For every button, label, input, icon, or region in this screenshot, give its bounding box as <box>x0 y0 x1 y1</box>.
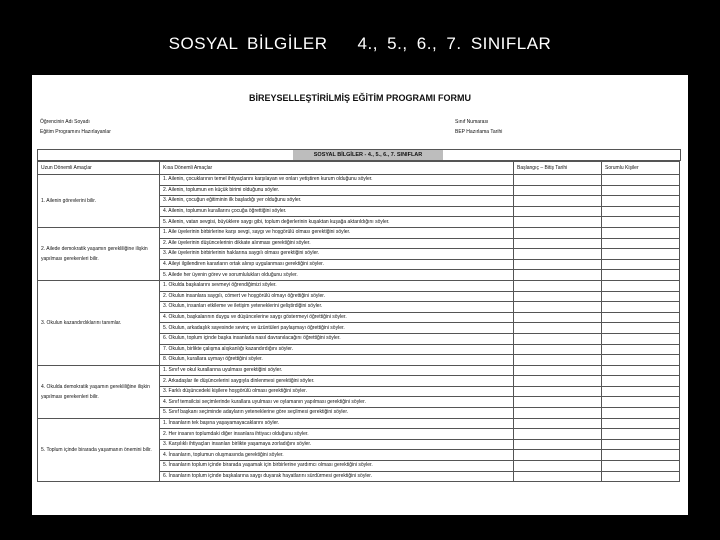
header-start-end: Başlangıç – Bitiş Tarihi <box>514 162 602 175</box>
short-term-goal-cell: 4. Okulun, başkalarının duygu ve düşüncelerine saygı göstermeyi öğrettiğini söyler. <box>160 312 514 323</box>
start-end-date-cell[interactable] <box>514 206 602 217</box>
short-term-goal-cell: 2. Aile üyelerinin düşüncelerinin dikkate alınması gerektiğini söyler. <box>160 238 514 249</box>
short-term-goal-cell: 3. Karşılıklı ihtiyaçları insanları birlikte yaşamaya zorladığını söyler. <box>160 439 514 450</box>
start-end-date-cell[interactable] <box>514 344 602 355</box>
short-term-goal-cell: 5. İnsanların toplum içinde birarada yaşamak için birbirlerine yardımcı olması gerektiğini söyler. <box>160 461 514 472</box>
start-end-date-cell[interactable] <box>514 323 602 334</box>
short-term-goal-cell: 4. Sınıf temsilcisi seçimlerinde kurallara uyulması ve oylamanın yapılması gerektiğini söyler. <box>160 397 514 408</box>
start-end-date-cell[interactable] <box>514 333 602 344</box>
responsible-cell[interactable] <box>602 376 680 387</box>
responsible-cell[interactable] <box>602 386 680 397</box>
start-end-date-cell[interactable] <box>514 302 602 313</box>
table-row <box>38 175 680 186</box>
short-term-goal-cell: 6. Okulun, toplum içinde başka insanlarla nasıl davranılacağını öğrettiğini söyler. <box>160 333 514 344</box>
responsible-cell[interactable] <box>602 185 680 196</box>
responsible-cell[interactable] <box>602 355 680 366</box>
responsible-cell[interactable] <box>602 333 680 344</box>
slide-title <box>0 34 720 54</box>
responsible-cell[interactable] <box>602 344 680 355</box>
long-term-goal-cell: 3. Okulun kazandırdıklarını tanımlar. <box>38 280 160 365</box>
short-term-goal-cell: 3. Aile üyelerinin birbirlerinin haklarına saygılı olması gerektiğini söyler. <box>160 249 514 260</box>
short-term-goal-cell: 2. Her insanın toplumdaki diğer insanlara ihtiyacı olduğunu söyler. <box>160 429 514 440</box>
long-term-goal-cell: 2. Ailede demokratik yaşamın gerekliliğine ilişkin yapılması gerekenleri bilir. <box>38 227 160 280</box>
responsible-cell[interactable] <box>602 196 680 207</box>
short-term-goal-cell: 2. Arkadaşlar ile düşüncelerini saygıyla dinlenmesi gerektiğini söyler. <box>160 376 514 387</box>
short-term-goal-cell: 1. Sınıf ve okul kurallarına uyulması gerektiğini söyler. <box>160 365 514 376</box>
responsible-cell[interactable] <box>602 280 680 291</box>
responsible-cell[interactable] <box>602 365 680 376</box>
header-responsible: Sorumlu Kişiler <box>602 162 680 175</box>
short-term-goal-cell: 1. Aile üyelerinin birbirlerine karşı sevgi, saygı ve hoşgörülü olması gerektiğini söyler. <box>160 227 514 238</box>
start-end-date-cell[interactable] <box>514 471 602 482</box>
short-term-goal-cell: 4. Ailenin, toplumun kurallarını çocuğa öğrettiğini söyler. <box>160 206 514 217</box>
responsible-cell[interactable] <box>602 461 680 472</box>
subject-label: SOSYAL BİLGİLER - 4., 5., 6., 7. SINIFLAR <box>293 150 443 160</box>
table-row <box>38 418 680 429</box>
short-term-goal-cell: 5. Okulun, arkadaşlık sayesinde sevinç ve üzüntüleri paylaşmayı öğrettiğini söyler. <box>160 323 514 334</box>
responsible-cell[interactable] <box>602 238 680 249</box>
table-row <box>38 227 680 238</box>
responsible-cell[interactable] <box>602 408 680 419</box>
form-meta-left <box>40 117 111 137</box>
start-end-date-cell[interactable] <box>514 249 602 260</box>
responsible-cell[interactable] <box>602 312 680 323</box>
start-end-date-cell[interactable] <box>514 386 602 397</box>
short-term-goal-cell: 3. Okulun, insanları etkileme ve iletişim yeteneklerini geliştirdiğini söyler. <box>160 302 514 313</box>
responsible-cell[interactable] <box>602 439 680 450</box>
long-term-goal-cell: 5. Toplum içinde birarada yaşamanın önemini bilir. <box>38 418 160 482</box>
bep-date-label: BEP Hazırlama Tarihi <box>455 129 503 135</box>
short-term-goal-cell: 7. Okulun, birlikte çalışma alışkanlığı kazandırdığını söyler. <box>160 344 514 355</box>
responsible-cell[interactable] <box>602 270 680 281</box>
responsible-cell[interactable] <box>602 450 680 461</box>
short-term-goal-cell: 4. İnsanların, toplumun oluşmasında gerektiğini söyler. <box>160 450 514 461</box>
start-end-date-cell[interactable] <box>514 376 602 387</box>
responsible-cell[interactable] <box>602 323 680 334</box>
responsible-cell[interactable] <box>602 397 680 408</box>
table-row <box>38 365 680 376</box>
responsible-cell[interactable] <box>602 429 680 440</box>
responsible-cell[interactable] <box>602 227 680 238</box>
start-end-date-cell[interactable] <box>514 227 602 238</box>
start-end-date-cell[interactable] <box>514 397 602 408</box>
responsible-cell[interactable] <box>602 175 680 186</box>
start-end-date-cell[interactable] <box>514 270 602 281</box>
responsible-cell[interactable] <box>602 471 680 482</box>
start-end-date-cell[interactable] <box>514 217 602 228</box>
subject-bar <box>37 149 681 161</box>
short-term-goal-cell: 2. Ailenin, toplumun en küçük birimi olduğunu söyler. <box>160 185 514 196</box>
start-end-date-cell[interactable] <box>514 450 602 461</box>
responsible-cell[interactable] <box>602 302 680 313</box>
start-end-date-cell[interactable] <box>514 185 602 196</box>
short-term-goal-cell: 2. Okulun insanlara saygılı, cömert ve hoşgörülü olmayı öğrettiğini söyler. <box>160 291 514 302</box>
long-term-goal-cell: 4. Okulda demokratik yaşamın gerekliliğine ilişkin yapılması gerekenleri bilir. <box>38 365 160 418</box>
long-term-goal-cell: 1. Ailenin görevlerini bilir. <box>38 175 160 228</box>
header-long-term: Uzun Dönemli Amaçlar <box>38 162 160 175</box>
start-end-date-cell[interactable] <box>514 365 602 376</box>
responsible-cell[interactable] <box>602 206 680 217</box>
preparers-label: Eğitim Programını Hazırlayanlar <box>40 129 111 135</box>
start-end-date-cell[interactable] <box>514 175 602 186</box>
header-short-term: Kısa Dönemli Amaçlar <box>160 162 514 175</box>
start-end-date-cell[interactable] <box>514 238 602 249</box>
short-term-goal-cell: 3. Farklı düşüncedeki kişilere hoşgörülü olması gerektiğini söyler. <box>160 386 514 397</box>
responsible-cell[interactable] <box>602 249 680 260</box>
slide-title-grades: 4., 5., 6., 7. SINIFLAR <box>357 34 552 53</box>
start-end-date-cell[interactable] <box>514 259 602 270</box>
short-term-goal-cell: 3. Ailenin, çocuğun eğitiminin ilk başladığı yer olduğunu söyler. <box>160 196 514 207</box>
start-end-date-cell[interactable] <box>514 439 602 450</box>
start-end-date-cell[interactable] <box>514 291 602 302</box>
short-term-goal-cell: 8. Okulun, kurallara uymayı öğrettiğini söyler. <box>160 355 514 366</box>
start-end-date-cell[interactable] <box>514 408 602 419</box>
start-end-date-cell[interactable] <box>514 355 602 366</box>
goals-table <box>37 161 680 482</box>
responsible-cell[interactable] <box>602 259 680 270</box>
start-end-date-cell[interactable] <box>514 418 602 429</box>
start-end-date-cell[interactable] <box>514 196 602 207</box>
form-title: BİREYSELLEŞTİRİLMİŞ EĞİTİM PROGRAMI FORMU <box>248 93 471 103</box>
short-term-goal-cell: 1. İnsanların tek başına yaşayamayacaklarını söyler. <box>160 418 514 429</box>
table-row <box>38 280 680 291</box>
start-end-date-cell[interactable] <box>514 280 602 291</box>
short-term-goal-cell: 1. Okulda başkalarını sevmeyi öğrendiğimizi söyler. <box>160 280 514 291</box>
form-meta-right <box>455 117 502 137</box>
short-term-goal-cell: 4. Aileyi ilgilendiren kararların ortak alınıp uygulanması gerektiğini söyler. <box>160 259 514 270</box>
responsible-cell[interactable] <box>602 291 680 302</box>
start-end-date-cell[interactable] <box>514 461 602 472</box>
short-term-goal-cell: 1. Ailenin, çocuklarının temel ihtiyaçlarını karşılayan ve onları yetiştiren kurum olduğunu söyler. <box>160 175 514 186</box>
class-number-label: Sınıf Numarası <box>455 119 489 125</box>
start-end-date-cell[interactable] <box>514 429 602 440</box>
short-term-goal-cell: 5. Ailenin, vatan sevgisi, büyüklere saygı gibi, toplum değerlerinin kuşaktan kuşağa aktarıldığını söyler. <box>160 217 514 228</box>
table-header-row <box>38 162 680 175</box>
responsible-cell[interactable] <box>602 217 680 228</box>
short-term-goal-cell: 6. İnsanların toplum içinde başkalarına saygı duyarak hayatlarını sürdürmesi gerektiğini söyler. <box>160 471 514 482</box>
short-term-goal-cell: 5. Ailede her üyenin görev ve sorumlulukları olduğunu söyler. <box>160 270 514 281</box>
responsible-cell[interactable] <box>602 418 680 429</box>
student-name-label: Öğrencinin Adı Soyadı <box>40 119 90 125</box>
start-end-date-cell[interactable] <box>514 312 602 323</box>
bep-form <box>32 75 688 515</box>
slide-title-subject: SOSYAL BİLGİLER <box>168 34 328 53</box>
short-term-goal-cell: 5. Sınıf başkanı seçiminde adayların yeteneklerine göre seçilmesi gerektiğini söyler. <box>160 408 514 419</box>
